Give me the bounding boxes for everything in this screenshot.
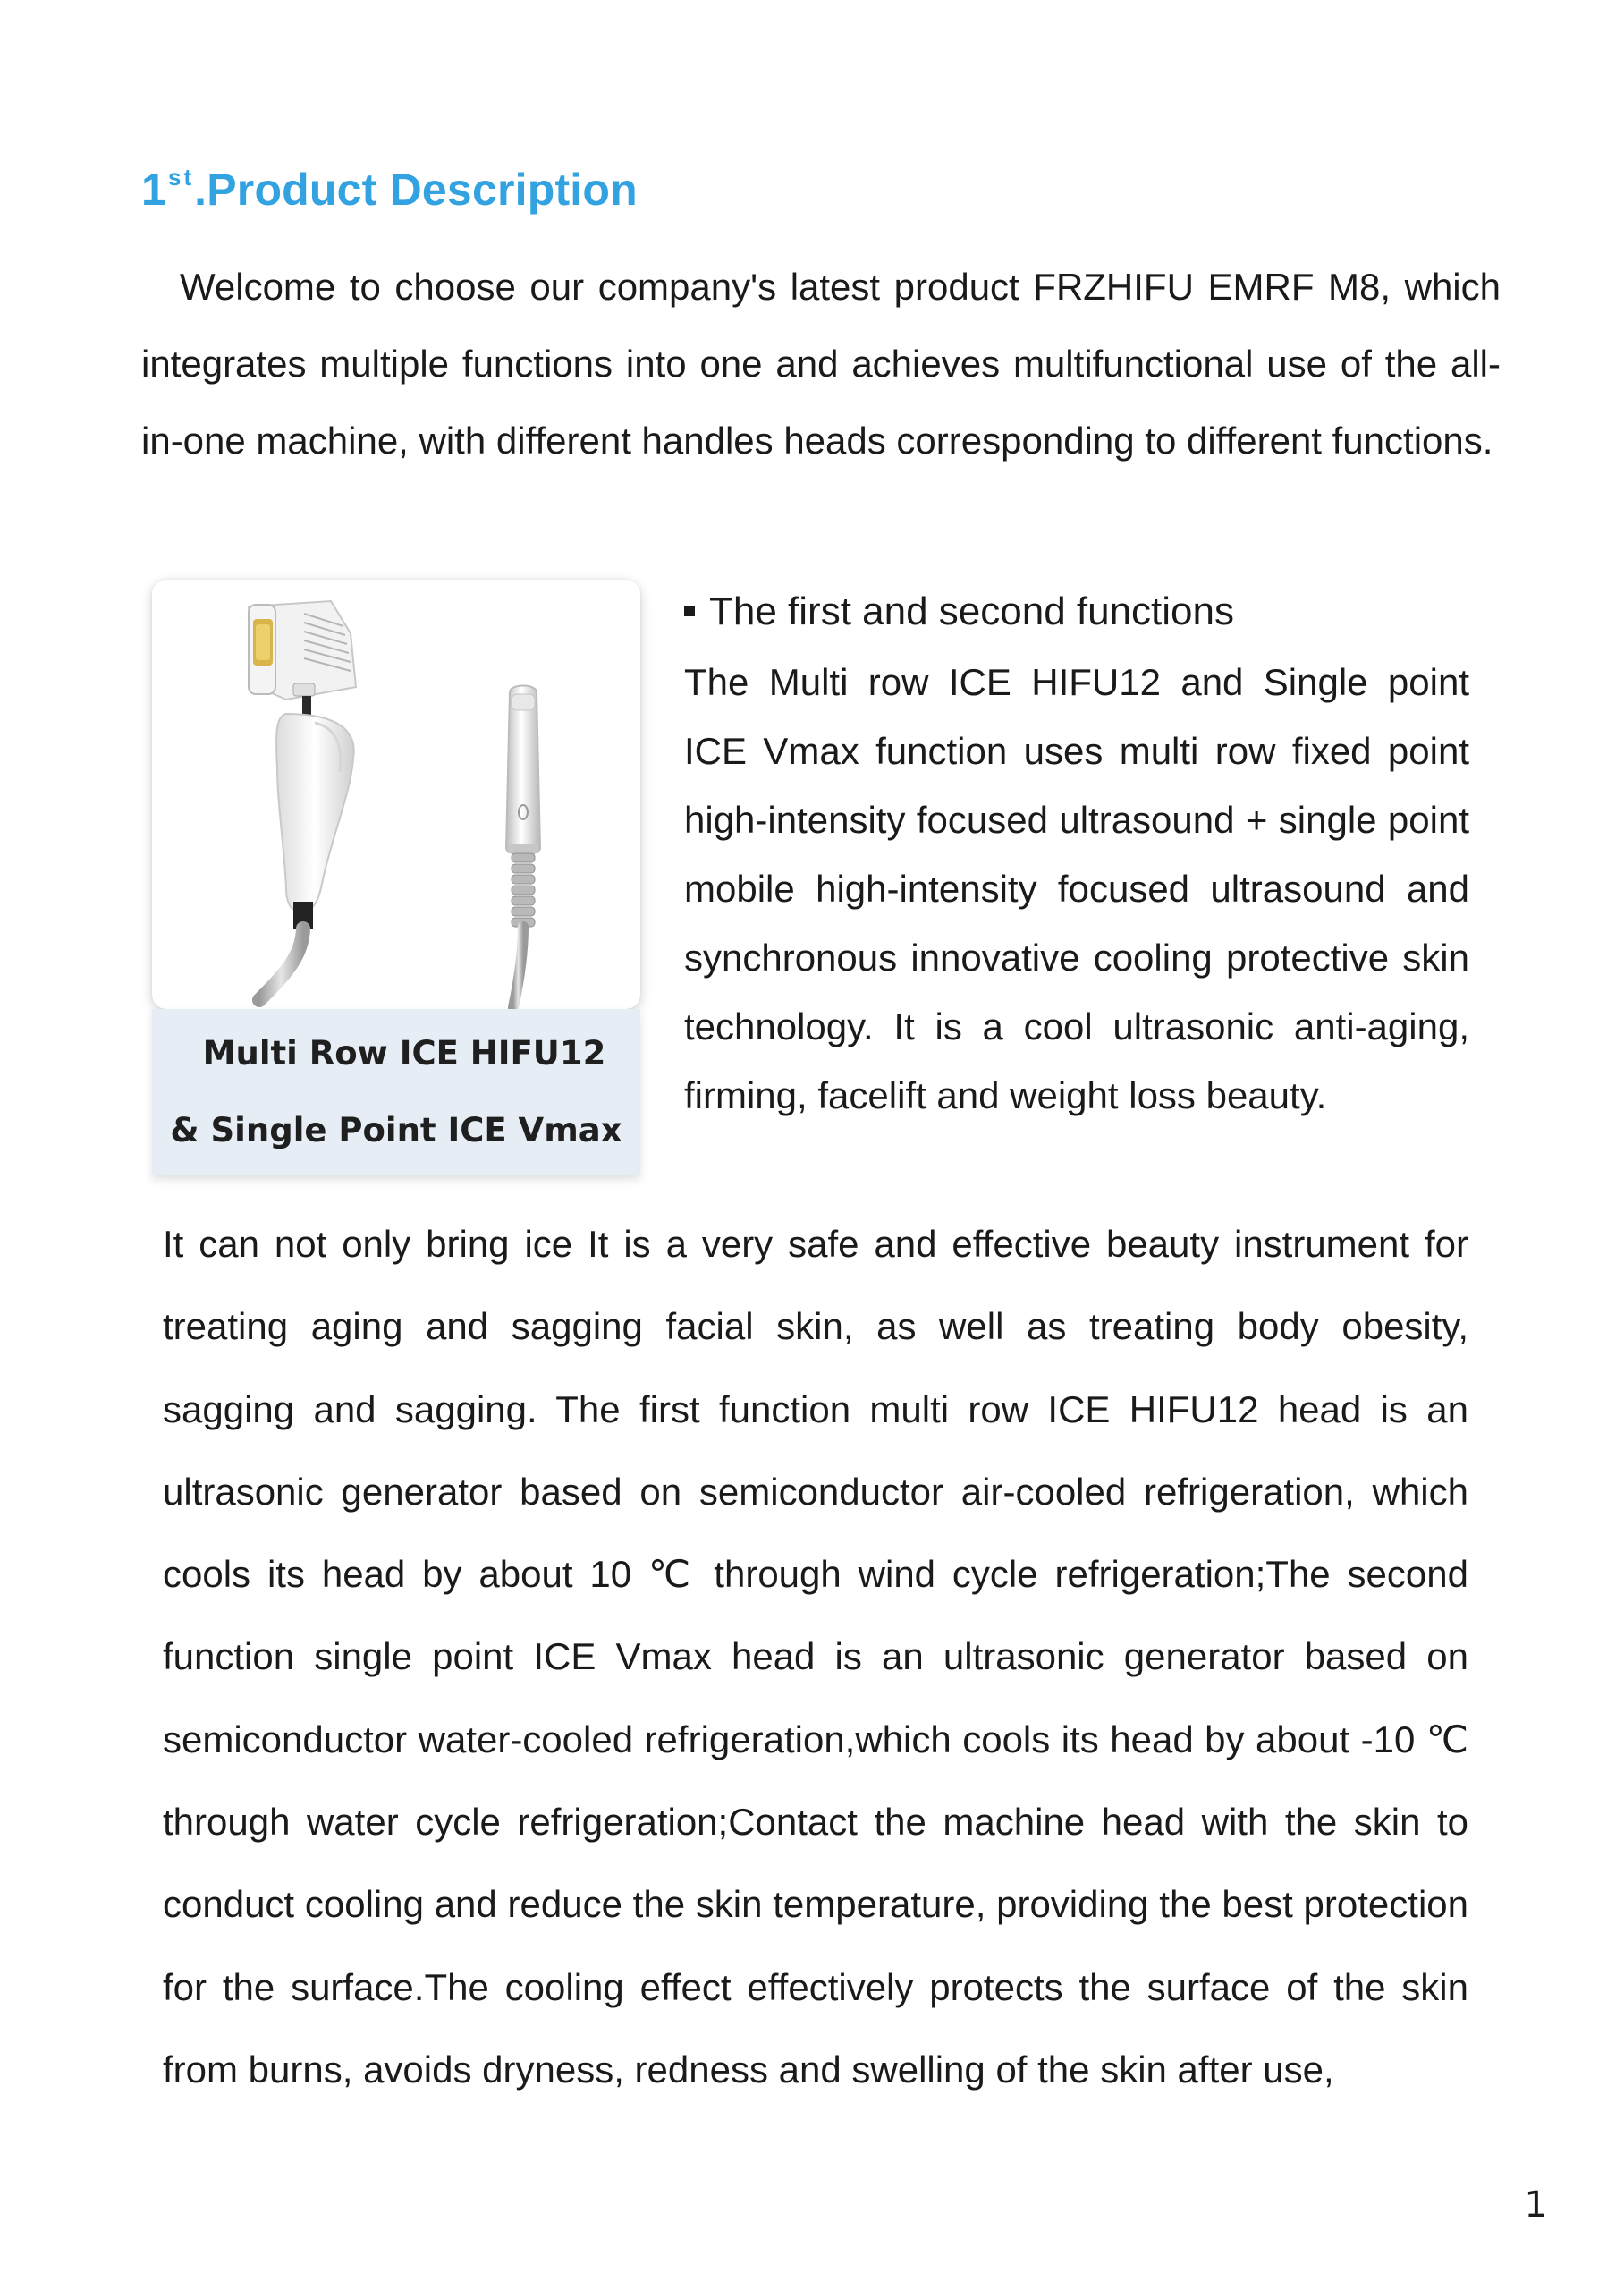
product-image bbox=[152, 580, 640, 1009]
sub-heading-text: The first and second functions bbox=[709, 589, 1234, 633]
hifu-handle bbox=[259, 714, 354, 1000]
heading-ordinal-suffix: st bbox=[168, 164, 195, 191]
heading-number: 1 bbox=[141, 165, 167, 215]
figure-caption bbox=[152, 1009, 640, 1175]
product-handles-illustration bbox=[152, 580, 640, 1009]
page-number: 1 bbox=[1524, 2184, 1547, 2226]
caption-line-1: Multi Row ICE HIFU12 bbox=[202, 1033, 606, 1073]
section-heading bbox=[141, 164, 638, 215]
intro-paragraph: Welcome to choose our company's latest product FRZHIFU EMRF M8, which integrates multiple functions into one and achieves multifunctional use of the all-in-one machine, with different handles heads corresponding to different functions. bbox=[141, 266, 1501, 462]
heading-title: .Product Description bbox=[194, 165, 638, 215]
bullet-square-icon bbox=[684, 606, 695, 616]
caption-line-2: & Single Point ICE Vmax bbox=[170, 1110, 622, 1149]
vmax-handle bbox=[506, 686, 540, 1008]
sub-heading bbox=[684, 585, 1234, 639]
details-paragraph: It can not only bring ice It is a very safe and effective beauty instrument for treating aging and sagging facial skin, as well as treating body obesity, sagging and sagging. The first function multi row ICE HIFU12 head is an ultrasonic generator based on semiconductor air-cooled refrigeration, which cools its head by about 10 ℃ through wind cycle refrigeration;The second function single point ICE Vmax head is an ultrasonic generator based on semiconductor water-cooled refrigeration,which cools its head by about -10 ℃ through water cycle refrigeration;Contact the machine head with the skin to conduct cooling and reduce the skin temperature, providing the best protection for the surface.The cooling effect effectively protects the surface of the skin from burns, avoids dryness, redness and swelling of the skin after use, bbox=[163, 1223, 1468, 2091]
functions-paragraph: The Multi row ICE HIFU12 and Single point ICE Vmax function uses multi row fixed point high-intensity focused ultrasound + single point mobile high-intensity focused ultrasound and synchronous innovative cooling protective skin technology. It is a cool ultrasonic anti-aging, firming, facelift and weight loss beauty. bbox=[684, 661, 1469, 1116]
